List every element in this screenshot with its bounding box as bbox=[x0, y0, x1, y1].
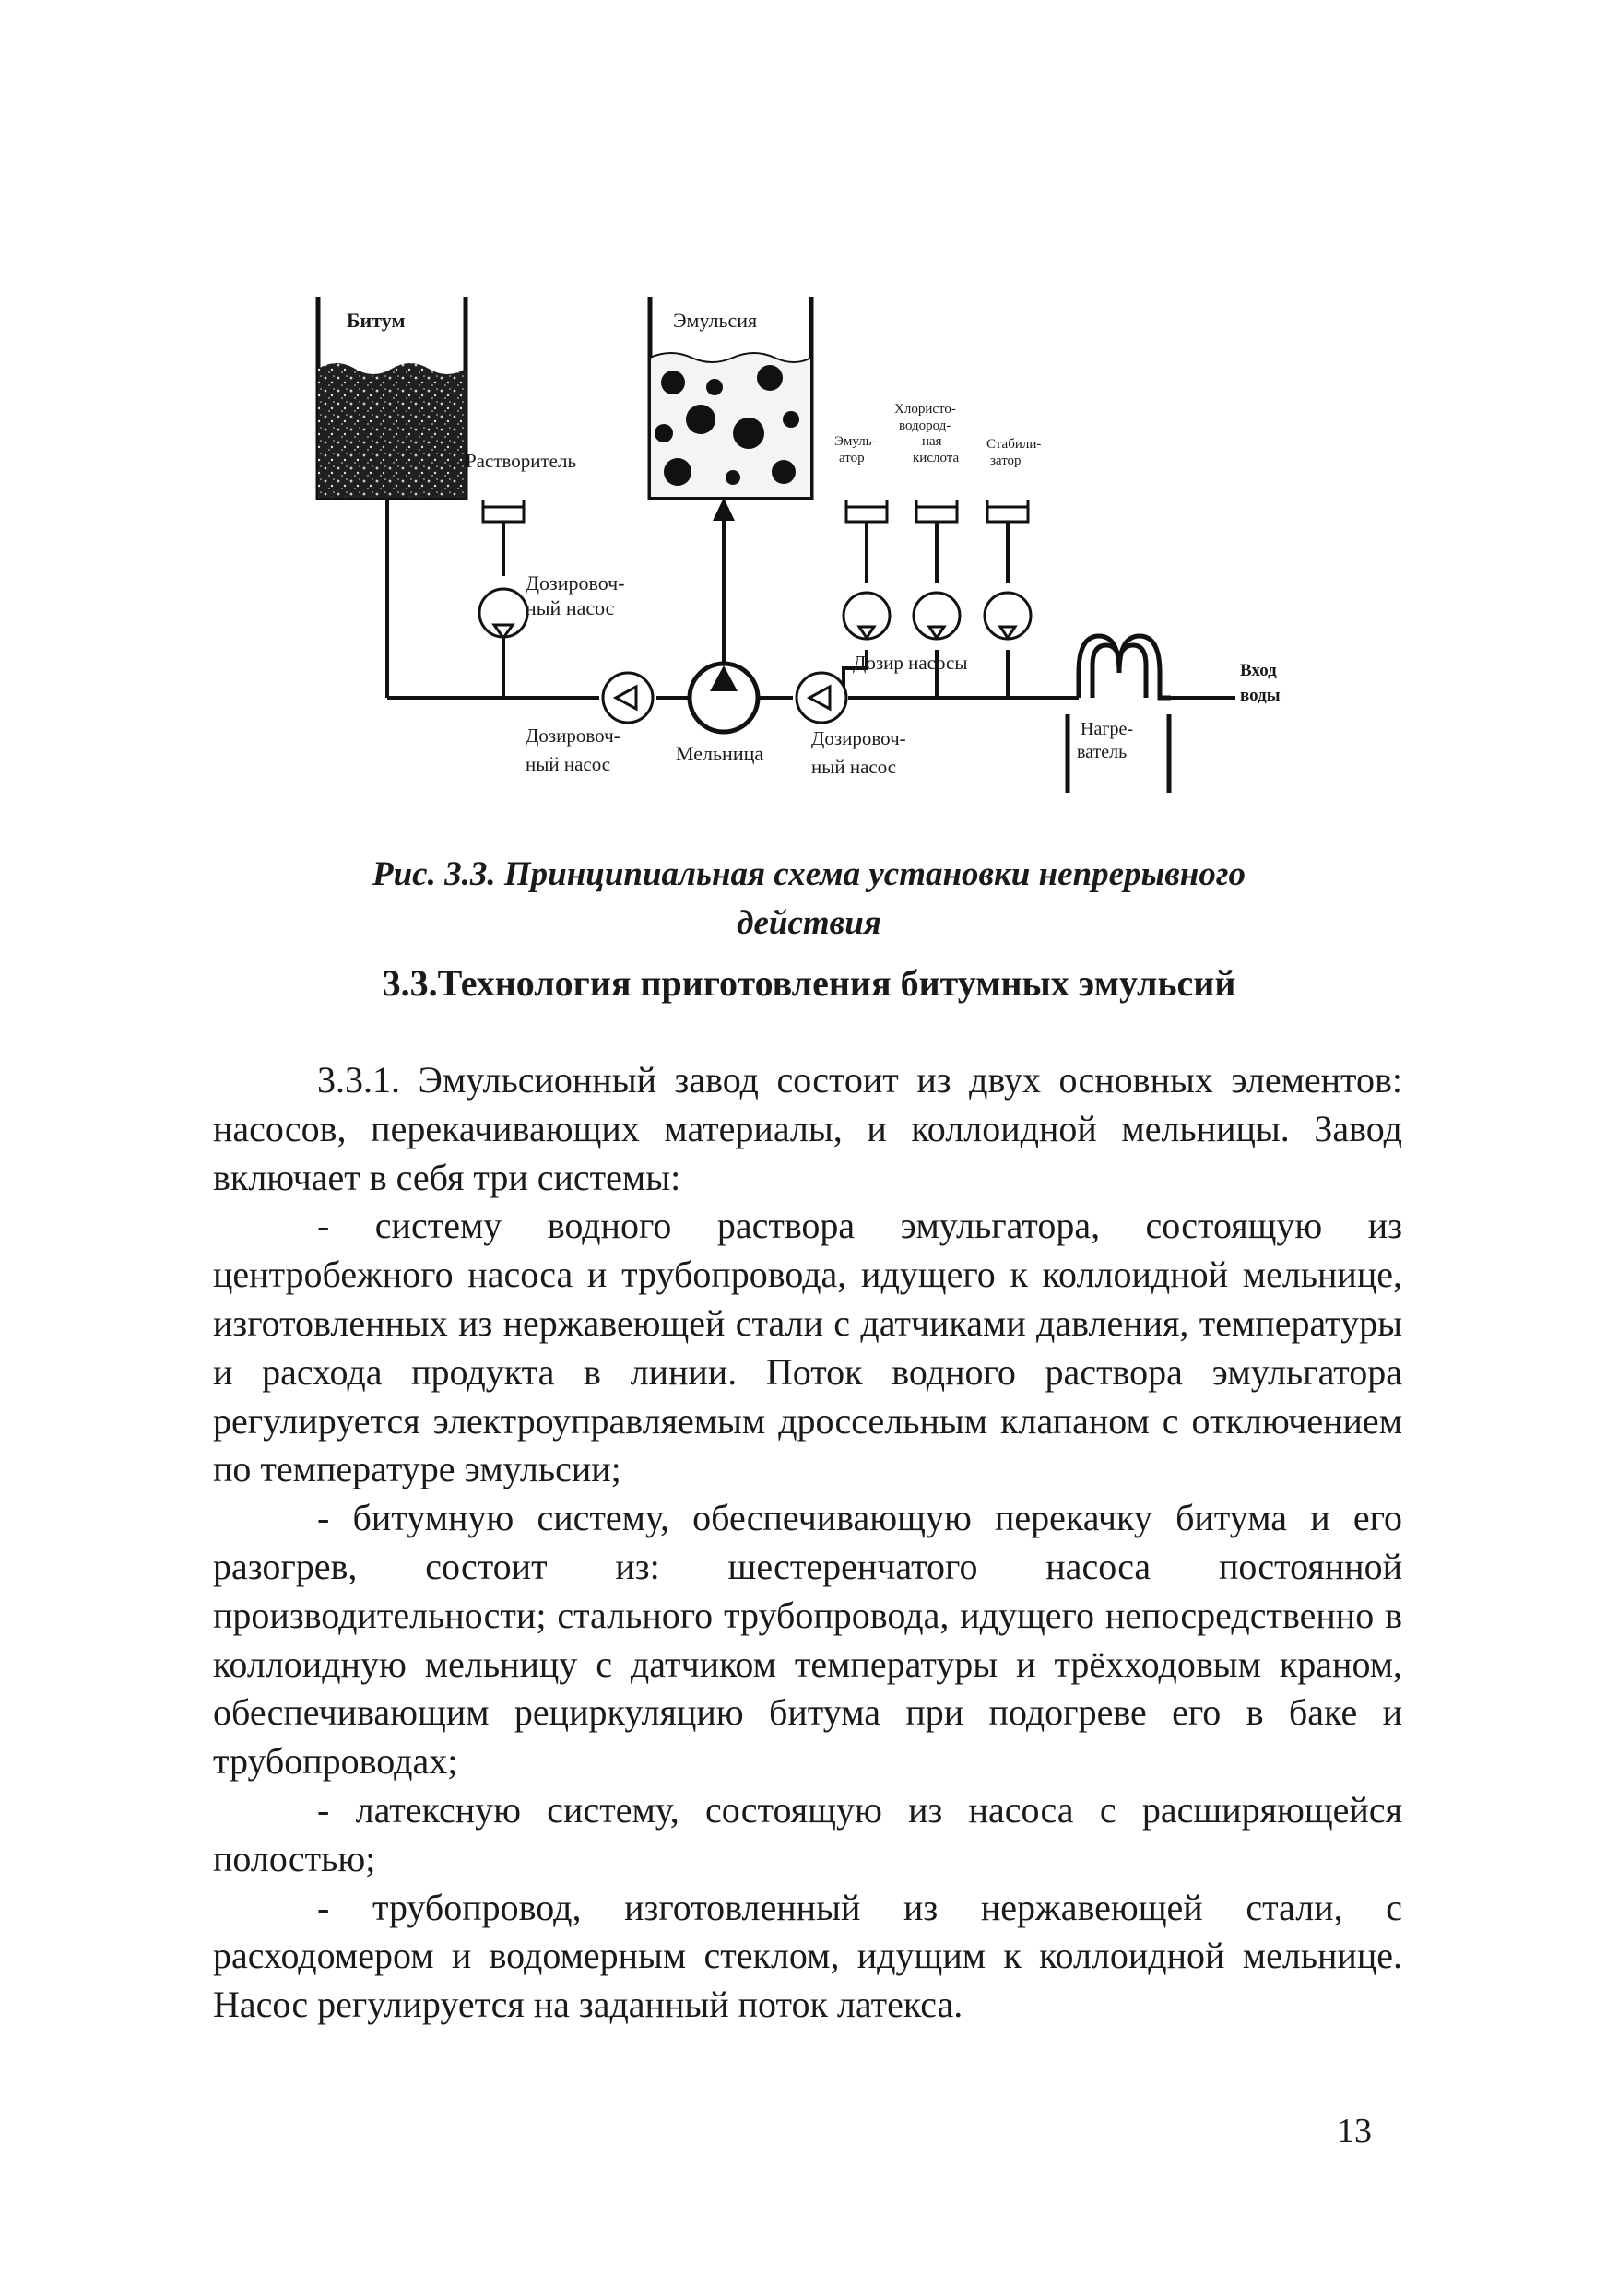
metering-pump-label-right: Дозировоч- ный насос bbox=[811, 727, 906, 778]
emulsion-label: Эмульсия bbox=[673, 309, 758, 332]
process-diagram bbox=[0, 0, 1618, 830]
figure-caption bbox=[230, 850, 1388, 948]
bitumen-tank bbox=[318, 297, 576, 498]
heater-coil bbox=[1068, 636, 1171, 793]
heater-label: Нагре- ватель bbox=[1077, 719, 1134, 762]
metering-pump-label-left: Дозировоч- ный насос bbox=[526, 724, 620, 775]
page-number: 13 bbox=[1337, 2112, 1372, 2150]
reservoirs bbox=[483, 500, 1028, 522]
paragraph: - систему водного раствора эмульгатора, состоящую из центробежного насоса и трубопровода, идущего к коллоидной мельнице, изготовленных из нержавеющей стали с датчиками давления, температуры и расхода продукта в линии. Поток водного раствора эмульгатора регулируется электроуправляемым дроссельным клапаном с отключением по температуре эмульсии; bbox=[213, 1205, 1402, 1490]
hcl-acid-label: Хлористо- водород- ная кислота bbox=[894, 402, 960, 465]
paragraph: - битумную систему, обеспечивающую перекачку битума и его разогрев, состоит из: шестеренчатого насоса постоянной производительности; стального трубопровода, идущего непосредственно в коллоидную мельницу с датчиком температуры и трёхходовым краном, обеспечивающим рециркуляцию битума при подогреве его в баке и трубопроводах; bbox=[213, 1497, 1402, 1783]
bitumen-label: Битум bbox=[347, 309, 406, 332]
up-arrow-icon bbox=[713, 498, 735, 521]
emulsifier-label: Эмуль- атор bbox=[834, 434, 877, 465]
metering-pumps-label: Дозир насосы bbox=[853, 652, 968, 674]
colloid-mill bbox=[690, 664, 758, 732]
body-text bbox=[213, 1056, 1402, 2030]
metering-pump-label-top: Дозировоч- ный насос bbox=[526, 571, 625, 619]
paragraph: - латексную систему, состоящую из насоса с расширяющейся полостью; bbox=[213, 1788, 1402, 1879]
emulsion-tank bbox=[650, 297, 811, 498]
water-inlet-label: Вход воды bbox=[1240, 661, 1281, 705]
section-title: 3.3.Технология приготовления битумных эмульсий bbox=[382, 962, 1236, 1004]
caption-line-2: действия bbox=[737, 904, 881, 942]
mill-label: Мельница bbox=[676, 742, 764, 765]
paragraph: - трубопровод, изготовленный из нержавеющей стали, с расходомером и водомерным стеклом, идущим к коллоидной мельнице. Насос регулируется на заданный поток латекса. bbox=[213, 1886, 1402, 2026]
caption-line-1: Рис. 3.3. Принципиальная схема установки непрерывного bbox=[372, 855, 1246, 893]
stabilizer-label: Стабили- затор bbox=[986, 437, 1042, 468]
solvent-label: Растворитель bbox=[466, 450, 577, 472]
paragraph: 3.3.1. Эмульсионный завод состоит из двух основных элементов: насосов, перекачивающих материалы, и коллоидной мельницы. Завод включает в себя три системы: bbox=[213, 1059, 1402, 1198]
